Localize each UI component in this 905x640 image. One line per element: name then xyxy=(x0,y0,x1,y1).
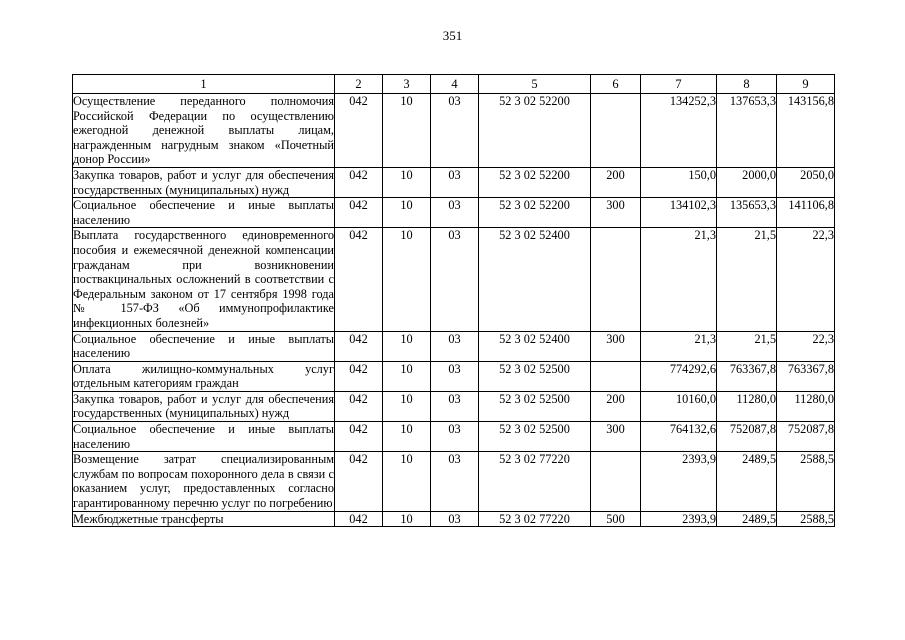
row-target-code: 52 3 02 52200 xyxy=(479,198,591,228)
row-amount-year2: 2489,5 xyxy=(717,511,777,527)
row-amount-year3: 11280,0 xyxy=(777,391,835,421)
row-amount-year1: 21,3 xyxy=(641,331,717,361)
budget-table-container xyxy=(72,74,834,527)
row-chapter: 042 xyxy=(335,452,383,511)
row-section: 10 xyxy=(383,361,431,391)
row-expense-type: 300 xyxy=(591,422,641,452)
row-chapter: 042 xyxy=(335,228,383,331)
table-row xyxy=(73,331,835,361)
row-expense-type: 200 xyxy=(591,167,641,197)
column-header-5: 5 xyxy=(479,75,591,94)
row-name: Социальное обеспечение и иные выплаты населению xyxy=(73,331,334,361)
row-subsection: 03 xyxy=(431,331,479,361)
row-subsection: 03 xyxy=(431,94,479,168)
row-amount-year1: 2393,9 xyxy=(641,511,717,527)
row-section: 10 xyxy=(383,511,431,527)
row-expense-type xyxy=(591,361,641,391)
row-amount-year2: 2489,5 xyxy=(717,452,777,511)
column-header-3: 3 xyxy=(383,75,431,94)
row-name: Социальное обеспечение и иные выплаты населению xyxy=(73,422,334,451)
row-amount-year1: 150,0 xyxy=(641,167,717,197)
row-name: Закупка товаров, работ и услуг для обеспечения государственных (муниципальных) нужд xyxy=(73,167,334,197)
row-subsection: 03 xyxy=(431,198,479,228)
row-amount-year1: 134102,3 xyxy=(641,198,717,228)
row-target-code: 52 3 02 52200 xyxy=(479,94,591,168)
row-amount-year1: 134252,3 xyxy=(641,94,717,168)
row-name: Оплата жилищно-коммунальных услуг отдельным категориям граждан xyxy=(73,361,334,391)
row-section: 10 xyxy=(383,167,431,197)
row-expense-type xyxy=(591,228,641,331)
row-chapter: 042 xyxy=(335,511,383,527)
table-row xyxy=(73,452,835,511)
page-number: 351 xyxy=(442,28,463,43)
row-name: Закупка товаров, работ и услуг для обеспечения государственных (муниципальных) нужд xyxy=(73,391,334,421)
row-name: Социальное обеспечение и иные выплаты населению xyxy=(73,198,334,227)
row-section: 10 xyxy=(383,198,431,228)
row-subsection: 03 xyxy=(431,452,479,511)
row-expense-type: 300 xyxy=(591,331,641,361)
row-expense-type xyxy=(591,94,641,168)
row-chapter: 042 xyxy=(335,361,383,391)
row-expense-type xyxy=(591,452,641,511)
row-target-code: 52 3 02 52200 xyxy=(479,167,591,197)
row-amount-year3: 2050,0 xyxy=(777,167,835,197)
row-expense-type: 300 xyxy=(591,198,641,228)
row-section: 10 xyxy=(383,228,431,331)
row-amount-year3: 763367,8 xyxy=(777,361,835,391)
row-subsection: 03 xyxy=(431,228,479,331)
column-header-7: 7 xyxy=(641,75,717,94)
row-amount-year2: 2000,0 xyxy=(717,167,777,197)
row-section: 10 xyxy=(383,94,431,168)
row-name: Возмещение затрат специализированным службам по вопросам похоронного дела в связи с оказанием услуг, предоставленных согласно гарантированному перечню услуг по погребению xyxy=(73,452,334,511)
row-amount-year1: 21,3 xyxy=(641,228,717,331)
table-body xyxy=(73,94,835,527)
column-header-8: 8 xyxy=(717,75,777,94)
row-amount-year2: 11280,0 xyxy=(717,391,777,421)
row-subsection: 03 xyxy=(431,391,479,421)
row-amount-year1: 774292,6 xyxy=(641,361,717,391)
row-expense-type: 500 xyxy=(591,511,641,527)
row-chapter: 042 xyxy=(335,391,383,421)
row-chapter: 042 xyxy=(335,94,383,168)
budget-table xyxy=(72,74,835,527)
row-amount-year3: 22,3 xyxy=(777,331,835,361)
row-chapter: 042 xyxy=(335,331,383,361)
row-chapter: 042 xyxy=(335,422,383,452)
row-amount-year2: 135653,3 xyxy=(717,198,777,228)
row-amount-year3: 2588,5 xyxy=(777,511,835,527)
row-amount-year1: 764132,6 xyxy=(641,422,717,452)
row-amount-year3: 22,3 xyxy=(777,228,835,331)
table-row xyxy=(73,228,835,331)
row-section: 10 xyxy=(383,331,431,361)
row-amount-year2: 752087,8 xyxy=(717,422,777,452)
row-amount-year2: 137653,3 xyxy=(717,94,777,168)
row-section: 10 xyxy=(383,391,431,421)
row-name: Межбюджетные трансферты xyxy=(73,511,335,527)
row-target-code: 52 3 02 52400 xyxy=(479,228,591,331)
row-amount-year1: 10160,0 xyxy=(641,391,717,421)
table-header-row xyxy=(73,75,835,94)
row-target-code: 52 3 02 77220 xyxy=(479,452,591,511)
row-target-code: 52 3 02 52500 xyxy=(479,361,591,391)
table-row xyxy=(73,391,835,421)
row-subsection: 03 xyxy=(431,511,479,527)
row-amount-year2: 21,5 xyxy=(717,228,777,331)
table-row xyxy=(73,511,835,527)
column-header-9: 9 xyxy=(777,75,835,94)
table-row xyxy=(73,198,835,228)
row-amount-year1: 2393,9 xyxy=(641,452,717,511)
row-subsection: 03 xyxy=(431,167,479,197)
table-row xyxy=(73,94,835,168)
row-name: Осуществление переданного полномочия Российской Федерации по осуществлению ежегодной денежной выплаты лицам, награжденным нагрудным знаком «Почетный донор России» xyxy=(73,94,334,167)
row-chapter: 042 xyxy=(335,198,383,228)
row-amount-year2: 763367,8 xyxy=(717,361,777,391)
table-header xyxy=(73,75,835,94)
row-chapter: 042 xyxy=(335,167,383,197)
column-header-1: 1 xyxy=(73,75,335,94)
column-header-2: 2 xyxy=(335,75,383,94)
table-row xyxy=(73,422,835,452)
row-amount-year2: 21,5 xyxy=(717,331,777,361)
row-target-code: 52 3 02 52500 xyxy=(479,422,591,452)
row-subsection: 03 xyxy=(431,361,479,391)
row-target-code: 52 3 02 52500 xyxy=(479,391,591,421)
column-header-6: 6 xyxy=(591,75,641,94)
row-target-code: 52 3 02 77220 xyxy=(479,511,591,527)
row-section: 10 xyxy=(383,452,431,511)
column-header-4: 4 xyxy=(431,75,479,94)
table-row xyxy=(73,167,835,197)
row-subsection: 03 xyxy=(431,422,479,452)
row-target-code: 52 3 02 52400 xyxy=(479,331,591,361)
row-name: Выплата государственного единовременного пособия и ежемесячной денежной компенсации гражданам при возникновении поствакцинальных осложнений в соответствии с Федеральным законом от 17 сентября 1998 года № 157-ФЗ «Об иммунопрофилактике инфекционных болезней» xyxy=(73,228,334,330)
row-section: 10 xyxy=(383,422,431,452)
row-amount-year3: 143156,8 xyxy=(777,94,835,168)
row-amount-year3: 141106,8 xyxy=(777,198,835,228)
row-amount-year3: 2588,5 xyxy=(777,452,835,511)
row-expense-type: 200 xyxy=(591,391,641,421)
row-amount-year3: 752087,8 xyxy=(777,422,835,452)
table-row xyxy=(73,361,835,391)
